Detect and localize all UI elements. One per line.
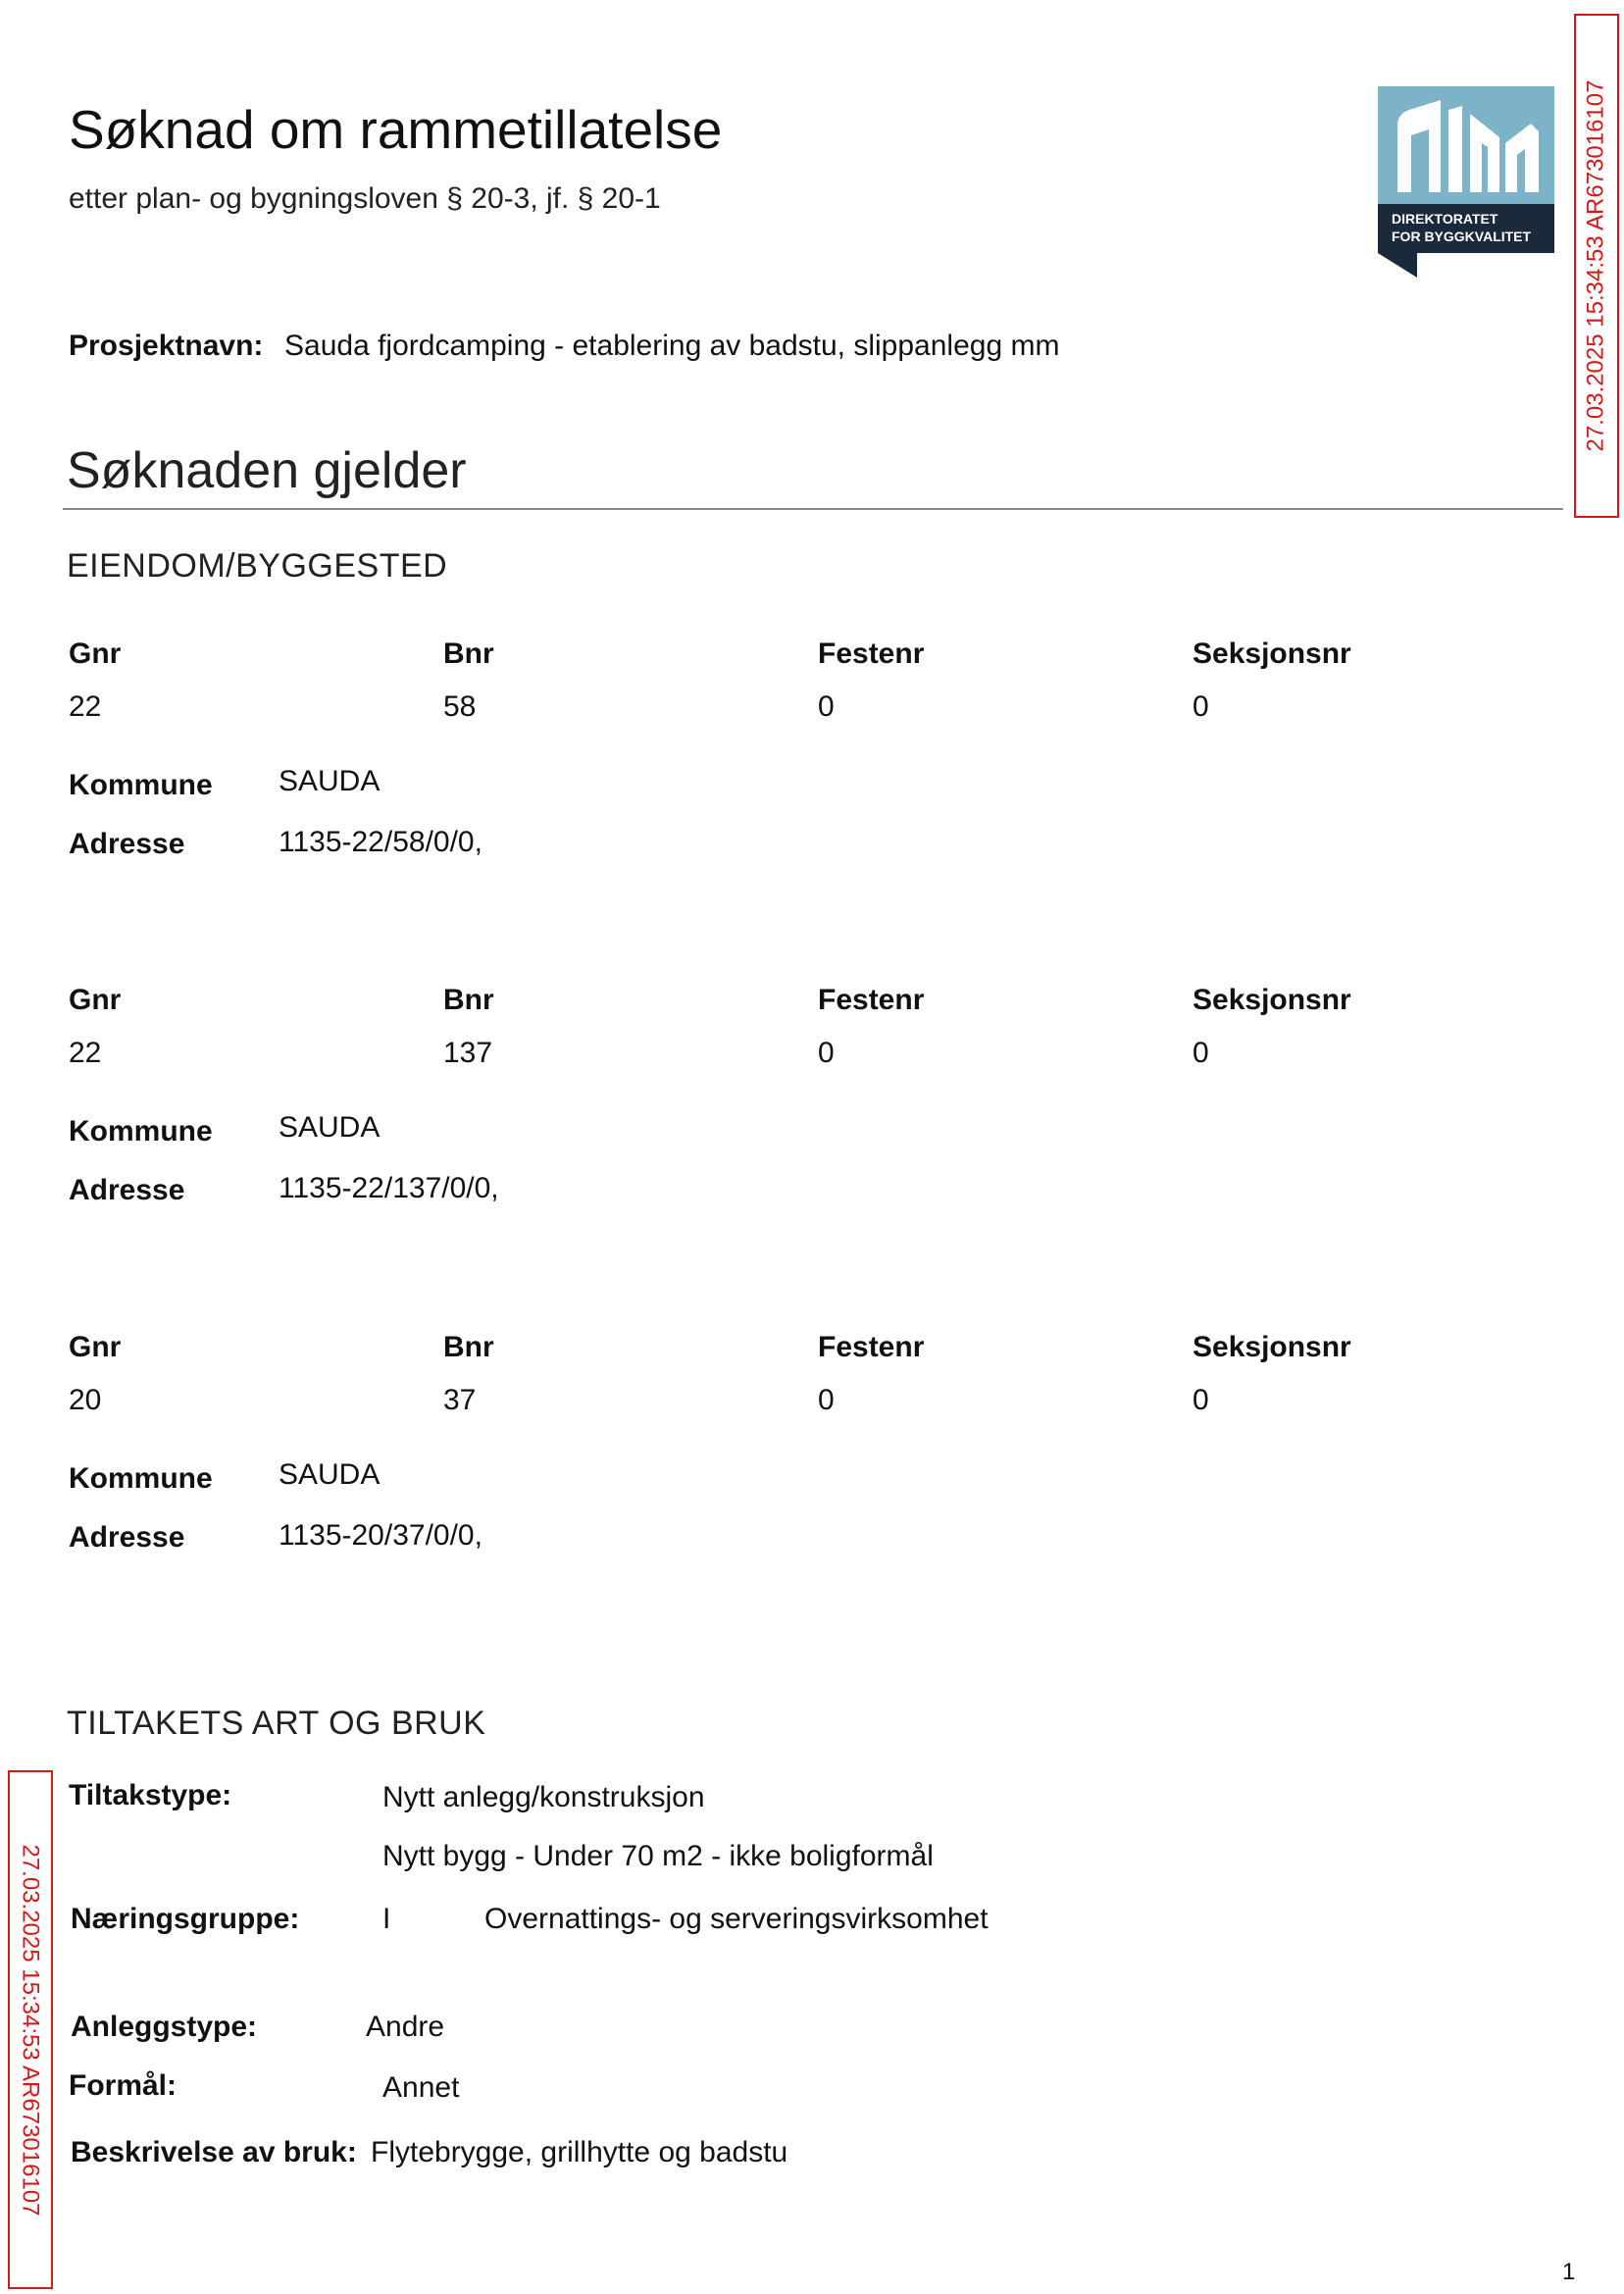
seksjonsnr-value: 0 — [1193, 690, 1209, 723]
section-title: Søknaden gjelder — [67, 442, 467, 499]
gnr-value: 20 — [69, 1384, 102, 1416]
anleggstype-value: Andre — [366, 2011, 445, 2043]
formal-value: Annet — [382, 2071, 460, 2104]
adresse-label: Adresse — [69, 1174, 185, 1206]
seksjonsnr-value: 0 — [1193, 1384, 1209, 1416]
festenr-label: Festenr — [818, 1331, 925, 1363]
kommune-value: SAUDA — [279, 1111, 381, 1144]
adresse-label: Adresse — [69, 1521, 185, 1554]
gnr-label: Gnr — [69, 984, 122, 1016]
beskrivelse-label: Beskrivelse av bruk: — [71, 2136, 357, 2168]
adresse-value: 1135-22/137/0/0, — [279, 1172, 499, 1204]
formal-label: Formål: — [69, 2069, 178, 2102]
bnr-value: 37 — [443, 1384, 477, 1416]
seksjonsnr-value: 0 — [1193, 1037, 1209, 1069]
festenr-value: 0 — [818, 1384, 835, 1416]
bnr-value: 137 — [443, 1037, 493, 1069]
stamp-text: 27.03.2025 15:34:53 AR673016107 — [18, 1843, 44, 2217]
festenr-label: Festenr — [818, 984, 925, 1016]
tiltakstype-label: Tiltakstype: — [69, 1779, 232, 1811]
kommune-label: Kommune — [69, 1462, 213, 1495]
logo-text-line2: FOR BYGGKVALITET — [1392, 229, 1532, 244]
stamp-text: 27.03.2025 15:34:53 AR673016107 — [1583, 79, 1609, 452]
seksjonsnr-label: Seksjonsnr — [1193, 984, 1351, 1016]
festenr-value: 0 — [818, 690, 835, 723]
project-name-label: Prosjektnavn: — [69, 330, 264, 362]
gnr-label: Gnr — [69, 1331, 122, 1363]
naeringsgruppe-value: Overnattings- og serveringsvirksomhet — [484, 1903, 989, 1935]
dibk-logo — [1378, 86, 1554, 278]
kommune-value: SAUDA — [279, 765, 381, 797]
tiltakstype-value-1: Nytt anlegg/konstruksjon — [382, 1781, 705, 1813]
gnr-label: Gnr — [69, 637, 122, 670]
beskrivelse-value: Flytebrygge, grillhytte og badstu — [371, 2136, 788, 2168]
festenr-label: Festenr — [818, 637, 925, 670]
festenr-value: 0 — [818, 1037, 835, 1069]
kommune-label: Kommune — [69, 769, 213, 801]
bnr-label: Bnr — [443, 637, 494, 670]
kommune-label: Kommune — [69, 1115, 213, 1147]
seksjonsnr-label: Seksjonsnr — [1193, 1331, 1351, 1363]
document-subtitle: etter plan- og bygningsloven § 20-3, jf. § 20-1 — [69, 182, 661, 215]
bnr-label: Bnr — [443, 1331, 494, 1363]
section-divider — [63, 508, 1563, 510]
naeringsgruppe-code: I — [382, 1903, 391, 1935]
timestamp-stamp-left — [8, 1770, 53, 2289]
naeringsgruppe-label: Næringsgruppe: — [71, 1903, 300, 1935]
tiltak-heading: TILTAKETS ART OG BRUK — [67, 1705, 486, 1742]
document-title: Søknad om rammetillatelse — [69, 99, 723, 160]
adresse-value: 1135-22/58/0/0, — [279, 826, 482, 858]
timestamp-stamp-right — [1574, 14, 1619, 518]
bnr-value: 58 — [443, 690, 477, 723]
property-heading: EIENDOM/BYGGESTED — [67, 547, 448, 585]
seksjonsnr-label: Seksjonsnr — [1193, 637, 1351, 670]
bnr-label: Bnr — [443, 984, 494, 1016]
adresse-value: 1135-20/37/0/0, — [279, 1519, 482, 1552]
adresse-label: Adresse — [69, 828, 185, 860]
project-name-value: Sauda fjordcamping - etablering av badstu, slippanlegg mm — [284, 330, 1060, 362]
gnr-value: 22 — [69, 1037, 102, 1069]
logo-text-line1: DIREKTORATET — [1392, 211, 1498, 227]
kommune-value: SAUDA — [279, 1458, 381, 1491]
anleggstype-label: Anleggstype: — [71, 2011, 258, 2043]
page-number: 1 — [1562, 2259, 1576, 2285]
tiltakstype-value-2: Nytt bygg - Under 70 m2 - ikke boligformål — [382, 1840, 934, 1872]
gnr-value: 22 — [69, 690, 102, 723]
